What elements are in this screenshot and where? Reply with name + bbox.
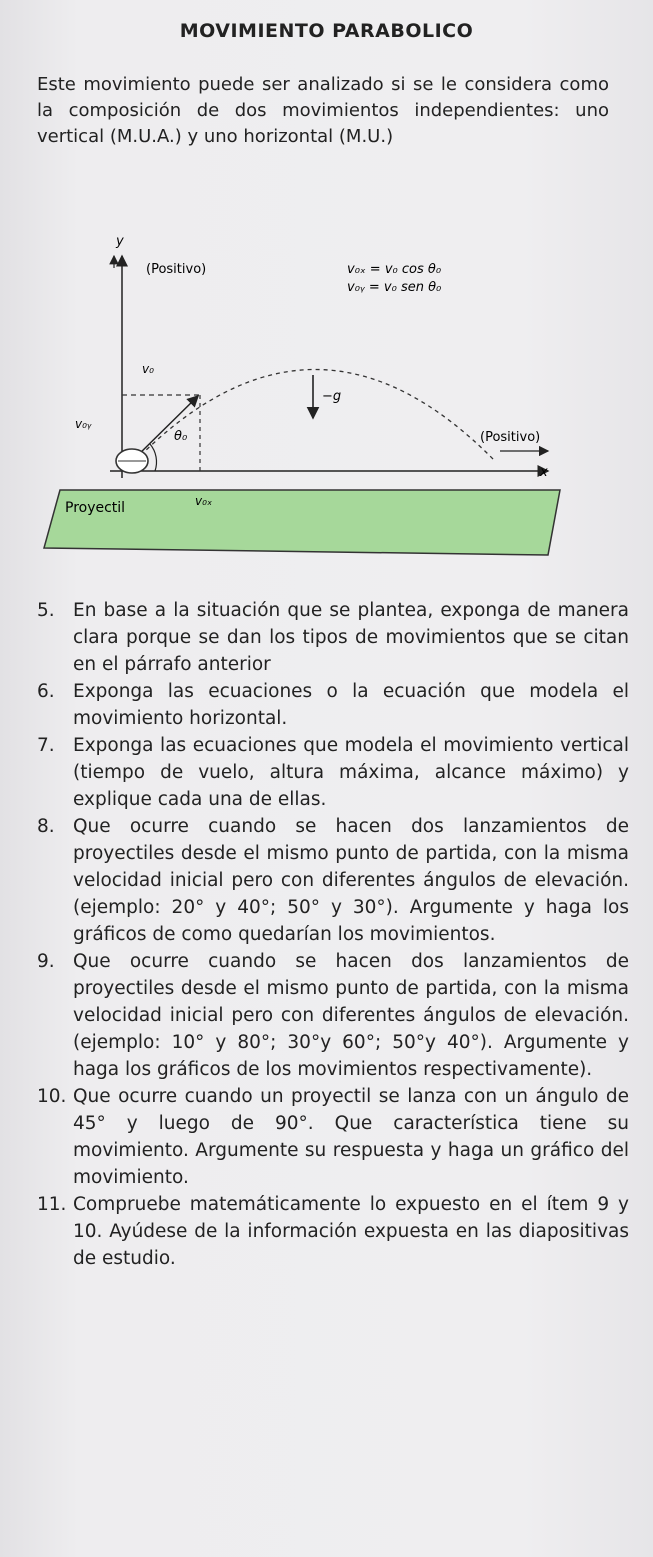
list-item: 7. Exponga las ecuaciones que modela el movimiento vertical (tiempo de vuelo, altura máxima, alcance máximo) y explique cada una de ellas. [37, 735, 629, 810]
list-item: 6. Exponga las ecuaciones o la ecuación que modela el movimiento horizontal. [37, 681, 629, 729]
projectile-label: Proyectil [65, 500, 126, 516]
x-positive-label: (Positivo) [480, 430, 541, 445]
trajectory-curve [135, 370, 495, 462]
list-item: 5. En base a la situación que se plantea, exponga de manera clara porque se dan los tipos de movimientos que se citan en el párrafo anterior [37, 600, 629, 675]
equation-voy: v₀ᵧ = v₀ sen θ₀ [347, 280, 442, 295]
list-item: 9. Que ocurre cuando se hacen dos lanzamientos de proyectiles desde el mismo punto de partida, con la misma velocidad inicial pero con diferentes ángulos de elevación. (ejemplo: 10° y 80°; 30°y 60°; 50°y 40°). Argumente y haga los gráficos de los movimientos respectivamente). [37, 951, 629, 1080]
list-item: 11. Compruebe matemáticamente lo expuesto en el ítem 9 y 10. Ayúdese de la información expuesta en las diapositivas de estudio. [37, 1194, 629, 1269]
voy-label: v₀ᵧ [75, 417, 92, 431]
projectile-diagram [40, 228, 600, 563]
gravity-label: −g [322, 389, 342, 404]
intro-paragraph: Este movimiento puede ser analizado si se le considera como la composición de dos movimientos independientes: uno vertical (M.U.A.) y uno horizontal (M.U.) [37, 74, 609, 147]
v0-label: v₀ [142, 362, 154, 376]
questions-list [37, 597, 629, 1272]
list-item: 8. Que ocurre cuando se hacen dos lanzamientos de proyectiles desde el mismo punto de partida, con la misma velocidad inicial pero con diferentes ángulos de elevación. (ejemplo: 20° y 40°; 50° y 30°). Argumente y haga los gráficos de como quedarían los movimientos. [37, 816, 629, 945]
equation-vox: v₀ₓ = v₀ cos θ₀ [347, 262, 442, 277]
page-title: MOVIMIENTO PARABOLICO [179, 20, 474, 42]
vox-label: v₀ₓ [195, 494, 213, 508]
x-axis-label: x [540, 465, 548, 480]
y-positive-label: (Positivo) [146, 262, 207, 277]
theta-label: θ₀ [174, 429, 188, 444]
y-axis-label: y [116, 234, 124, 249]
list-item: 10. Que ocurre cuando un proyectil se lanza con un ángulo de 45° y luego de 90°. Que característica tiene su movimiento. Argumente su respuesta y haga un gráfico del movimiento. [37, 1086, 629, 1188]
